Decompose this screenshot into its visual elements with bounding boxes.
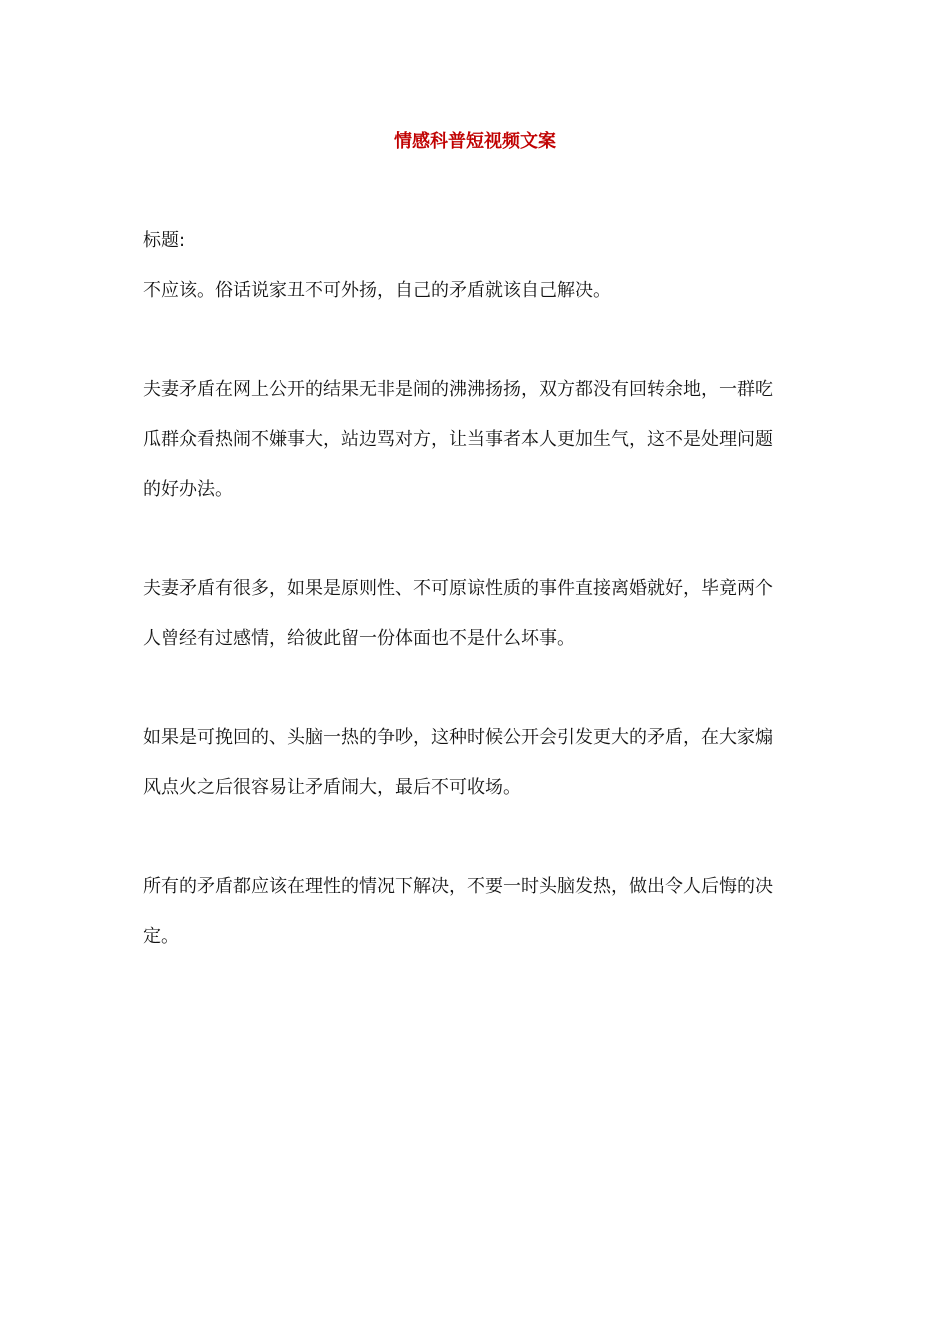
title-label (143, 216, 813, 266)
title-label-text: 标题: (143, 230, 186, 251)
paragraph-2-line-2: 瓜群众看热闹不嫌事大，站边骂对方，让当事者本人更加生气，这不是处理问题 (143, 429, 773, 450)
paragraph-3-line-1: 夫妻矛盾有很多，如果是原则性、不可原谅性质的事件直接离婚就好，毕竟两个 (143, 578, 773, 599)
paragraph-4 (143, 713, 813, 813)
paragraph-3-line-2: 人曾经有过感情，给彼此留一份体面也不是什么坏事。 (143, 628, 575, 649)
paragraph-5 (143, 862, 813, 962)
paragraph-2-line-1: 夫妻矛盾在网上公开的结果无非是闹的沸沸扬扬，双方都没有回转余地，一群吃 (143, 379, 773, 400)
paragraph-4-line-2: 风点火之后很容易让矛盾闹大，最后不可收场。 (143, 777, 521, 798)
paragraph-4-line-1: 如果是可挽回的、头脑一热的争吵，这种时候公开会引发更大的矛盾，在大家煽 (143, 727, 773, 748)
document-title: 情感科普短视频文案 (394, 131, 556, 152)
paragraph-3 (143, 564, 813, 664)
paragraph-1-line-1: 不应该。俗话说家丑不可外扬，自己的矛盾就该自己解决。 (143, 280, 611, 301)
paragraph-2-line-3: 的好办法。 (143, 479, 233, 500)
paragraph-2 (143, 365, 813, 515)
paragraph-5-line-2: 定。 (143, 926, 179, 947)
paragraph-5-line-1: 所有的矛盾都应该在理性的情况下解决，不要一时头脑发热，做出令人后悔的决 (143, 876, 773, 897)
paragraph-1 (143, 266, 813, 316)
